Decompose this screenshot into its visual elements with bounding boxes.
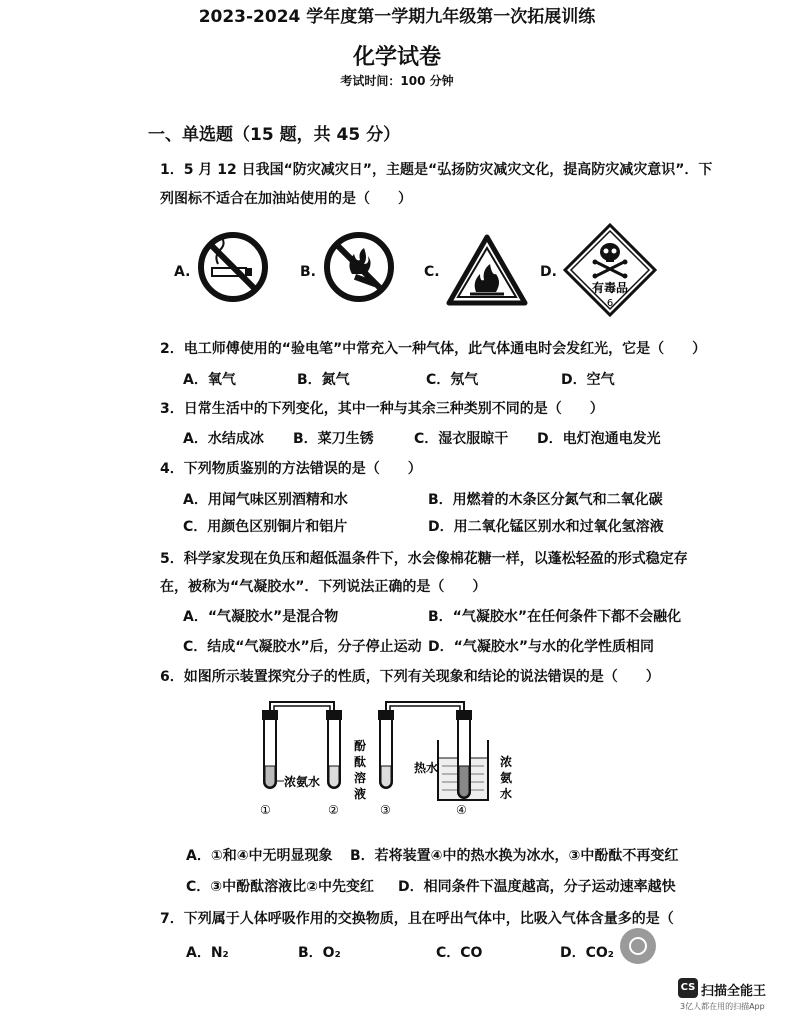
question-3-stem: 3．日常生活中的下列变化，其中一种与其余三种类别不同的是（ ） <box>160 401 604 417</box>
q5-option-d: D．“气凝胶水”与水的化学性质相同 <box>428 639 655 655</box>
question-7-stem: 7．下列属于人体呼吸作用的交换物质，且在呼出气体中，比吸入气体含量多的是（ <box>160 911 674 927</box>
exam-time: 考试时间：100 分钟 <box>340 74 454 88</box>
toxic-class-number: 6 <box>606 298 614 309</box>
tube-3-number: ③ <box>380 803 391 817</box>
section-title: 一、单选题（15 题，共 45 分） <box>148 125 401 145</box>
q6-option-c: C．③中酚酞溶液比②中先变红 <box>186 879 374 895</box>
q2-option-d: D．空气 <box>561 372 615 388</box>
q3-option-d: D．电灯泡通电发光 <box>537 431 661 447</box>
q1-label-a: A. <box>174 264 191 280</box>
q7-option-d: D．CO₂ <box>560 945 614 961</box>
label-conc-3: 水 <box>500 787 513 801</box>
question-5-line1: 5．科学家发现在负压和超低温条件下，水会像棉花糖一样，以蓬松轻盈的形式稳定存 <box>160 551 688 567</box>
tube-4-number: ④ <box>456 803 467 817</box>
question-5-line2: 在，被称为“气凝胶水”．下列说法正确的是（ ） <box>160 579 487 595</box>
question-4-stem: 4．下列物质鉴别的方法错误的是（ ） <box>160 461 422 477</box>
label-phenol-1: 酚 <box>354 739 367 753</box>
no-open-flame-icon <box>322 230 396 304</box>
q6-option-b: B．若将装置④中的热水换为冰水，③中酚酞不再变红 <box>350 848 679 864</box>
q7-option-a: A．N₂ <box>186 945 229 961</box>
q4-option-d: D．用二氧化锰区别水和过氧化氢溶液 <box>428 519 664 535</box>
tube-2-number: ② <box>328 803 339 817</box>
q1-label-d: D. <box>540 264 557 280</box>
page-title: 化学试卷 <box>352 45 441 70</box>
camscanner-logo-icon: CS <box>678 978 698 998</box>
label-phenol-2: 酞 <box>354 755 367 769</box>
molecule-experiment-diagram <box>238 696 538 822</box>
q6-option-d: D．相同条件下温度越高，分子运动速率越快 <box>398 879 676 895</box>
toxic-label: 有毒品 <box>591 281 629 295</box>
q3-option-a: A．水结成冰 <box>183 431 264 447</box>
floating-capture-button[interactable] <box>620 928 656 964</box>
q1-label-b: B. <box>300 264 316 280</box>
label-phenol-3: 溶 <box>354 771 367 785</box>
label-phenol-4: 液 <box>354 787 367 801</box>
q2-option-a: A．氧气 <box>183 372 236 388</box>
no-smoking-icon <box>196 230 270 304</box>
q6-option-a: A．①和④中无明显现象 <box>186 848 333 864</box>
label-conc-2: 氨 <box>500 771 513 785</box>
flammable-warning-icon <box>446 234 528 306</box>
q4-option-c: C．用颜色区别铜片和铝片 <box>183 519 348 535</box>
q4-option-b: B．用燃着的木条区分氮气和二氧化碳 <box>428 492 663 508</box>
q2-option-b: B．氮气 <box>297 372 350 388</box>
question-1-line2: 列图标不适合在加油站使用的是（ ） <box>160 191 412 207</box>
q3-option-b: B．菜刀生锈 <box>293 431 374 447</box>
q4-option-a: A．用闻气味区别酒精和水 <box>183 492 348 508</box>
question-1-line1: 1．5 月 12 日我国“防灾减灾日”，主题是“弘扬防灾减灾文化，提高防灾减灾意识”．下 <box>160 162 713 178</box>
q2-option-c: C．氖气 <box>426 372 479 388</box>
q3-option-c: C．湿衣服晾干 <box>414 431 509 447</box>
label-concentrated-ammonia: 浓氨水 <box>284 775 321 789</box>
circle-icon <box>629 937 647 955</box>
q5-option-a: A．“气凝胶水”是混合物 <box>183 609 339 625</box>
tube-1-number: ① <box>260 803 271 817</box>
q1-label-c: C. <box>424 264 440 280</box>
watermark-name: 扫描全能王 <box>701 984 767 999</box>
q5-option-b: B．“气凝胶水”在任何条件下都不会融化 <box>428 609 682 625</box>
exam-header: 2023-2024 学年度第一学期九年级第一次拓展训练 <box>198 7 596 27</box>
question-2-stem: 2．电工师傅使用的“验电笔”中常充入一种气体，此气体通电时会发红光，它是（ ） <box>160 341 707 357</box>
label-hot-water: 热水 <box>414 761 439 775</box>
q7-option-c: C．CO <box>436 945 483 961</box>
q5-option-c: C．结成“气凝胶水”后，分子停止运动 <box>183 639 422 655</box>
q7-option-b: B．O₂ <box>298 945 341 961</box>
label-conc-1: 浓 <box>500 755 513 769</box>
watermark-sub: 3亿人都在用的扫描App <box>680 1002 765 1011</box>
question-6-stem: 6．如图所示装置探究分子的性质，下列有关现象和结论的说法错误的是（ ） <box>160 669 660 685</box>
toxic-substance-icon <box>562 222 658 318</box>
